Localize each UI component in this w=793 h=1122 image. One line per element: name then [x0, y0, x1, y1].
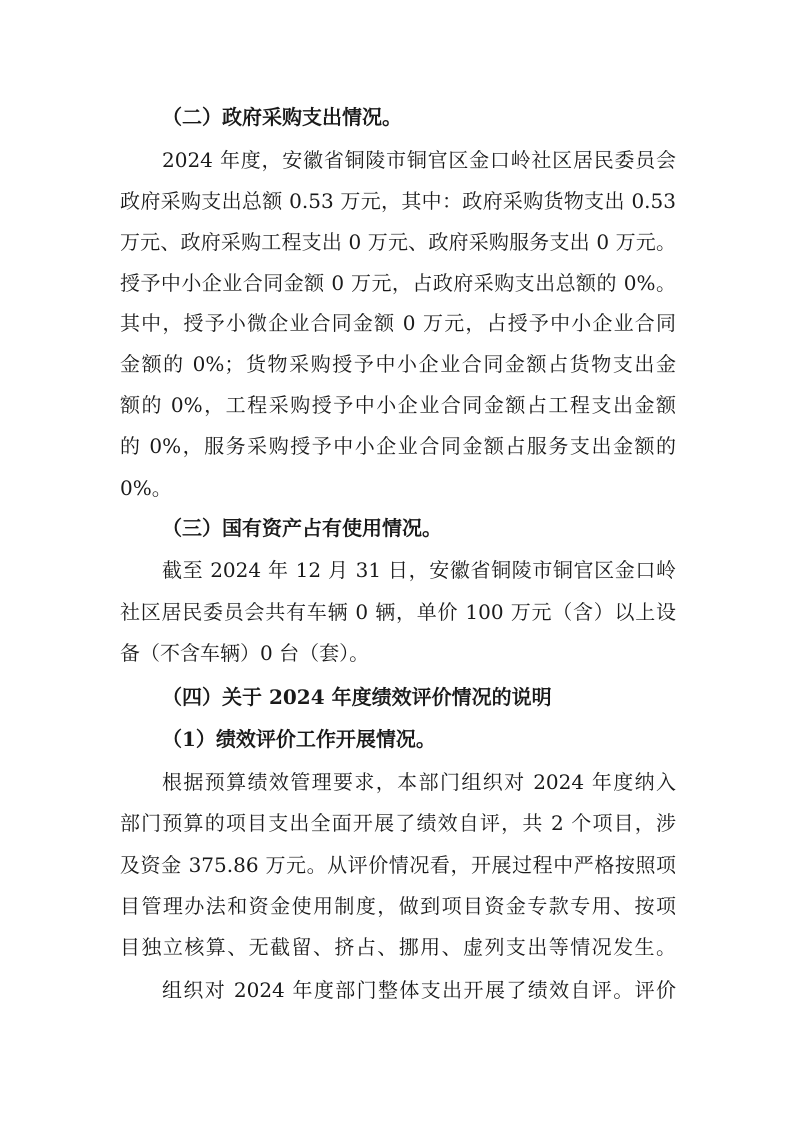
paragraph-line: 根据预算绩效管理要求，本部门组织对 2024 年度纳入	[162, 770, 676, 794]
paragraph-line: 0%。	[120, 476, 172, 500]
paragraph-line: 额的 0%，工程采购授予中小企业合同金额占工程支出金额	[120, 393, 676, 417]
paragraph-line: 授予中小企业合同金额 0 万元，占政府采购支出总额的 0%。	[120, 271, 676, 295]
paragraph-line: 目管理办法和资金使用制度，做到项目资金专款专用、按项	[120, 894, 676, 918]
paragraph-line: 金额的 0%；货物采购授予中小企业合同金额占货物支出金	[120, 352, 676, 376]
section-heading-performance: （四）关于 2024 年度绩效评价情况的说明	[162, 685, 552, 709]
sub-heading-performance-work: （1）绩效评价工作开展情况。	[162, 727, 436, 751]
paragraph-line: 目独立核算、无截留、挤占、挪用、虚列支出等情况发生。	[120, 935, 676, 959]
section-heading-procurement: （二）政府采购支出情况。	[162, 105, 402, 129]
paragraph-line: 2024 年度，安徽省铜陵市铜官区金口岭社区居民委员会	[162, 148, 676, 172]
paragraph-line: 万元、政府采购工程支出 0 万元、政府采购服务支出 0 万元。	[120, 230, 676, 254]
paragraph-line: 其中，授予小微企业合同金额 0 万元，占授予中小企业合同	[120, 311, 676, 335]
paragraph-line: 截至 2024 年 12 月 31 日，安徽省铜陵市铜官区金口岭	[162, 558, 676, 582]
paragraph-line: 政府采购支出总额 0.53 万元，其中：政府采购货物支出 0.53	[120, 189, 676, 213]
paragraph-line: 部门预算的项目支出全面开展了绩效自评，共 2 个项目，涉	[120, 811, 676, 835]
paragraph-line: 备（不含车辆）0 台（套）。	[120, 641, 370, 665]
section-heading-state-assets: （三）国有资产占有使用情况。	[162, 516, 442, 540]
paragraph-line: 社区居民委员会共有车辆 0 辆，单价 100 万元（含）以上设	[120, 600, 676, 624]
paragraph-line: 组织对 2024 年度部门整体支出开展了绩效自评。评价	[162, 978, 676, 1002]
paragraph-line: 的 0%，服务采购授予中小企业合同金额占服务支出金额的	[120, 434, 676, 458]
paragraph-line: 及资金 375.86 万元。从评价情况看，开展过程中严格按照项	[120, 853, 676, 877]
